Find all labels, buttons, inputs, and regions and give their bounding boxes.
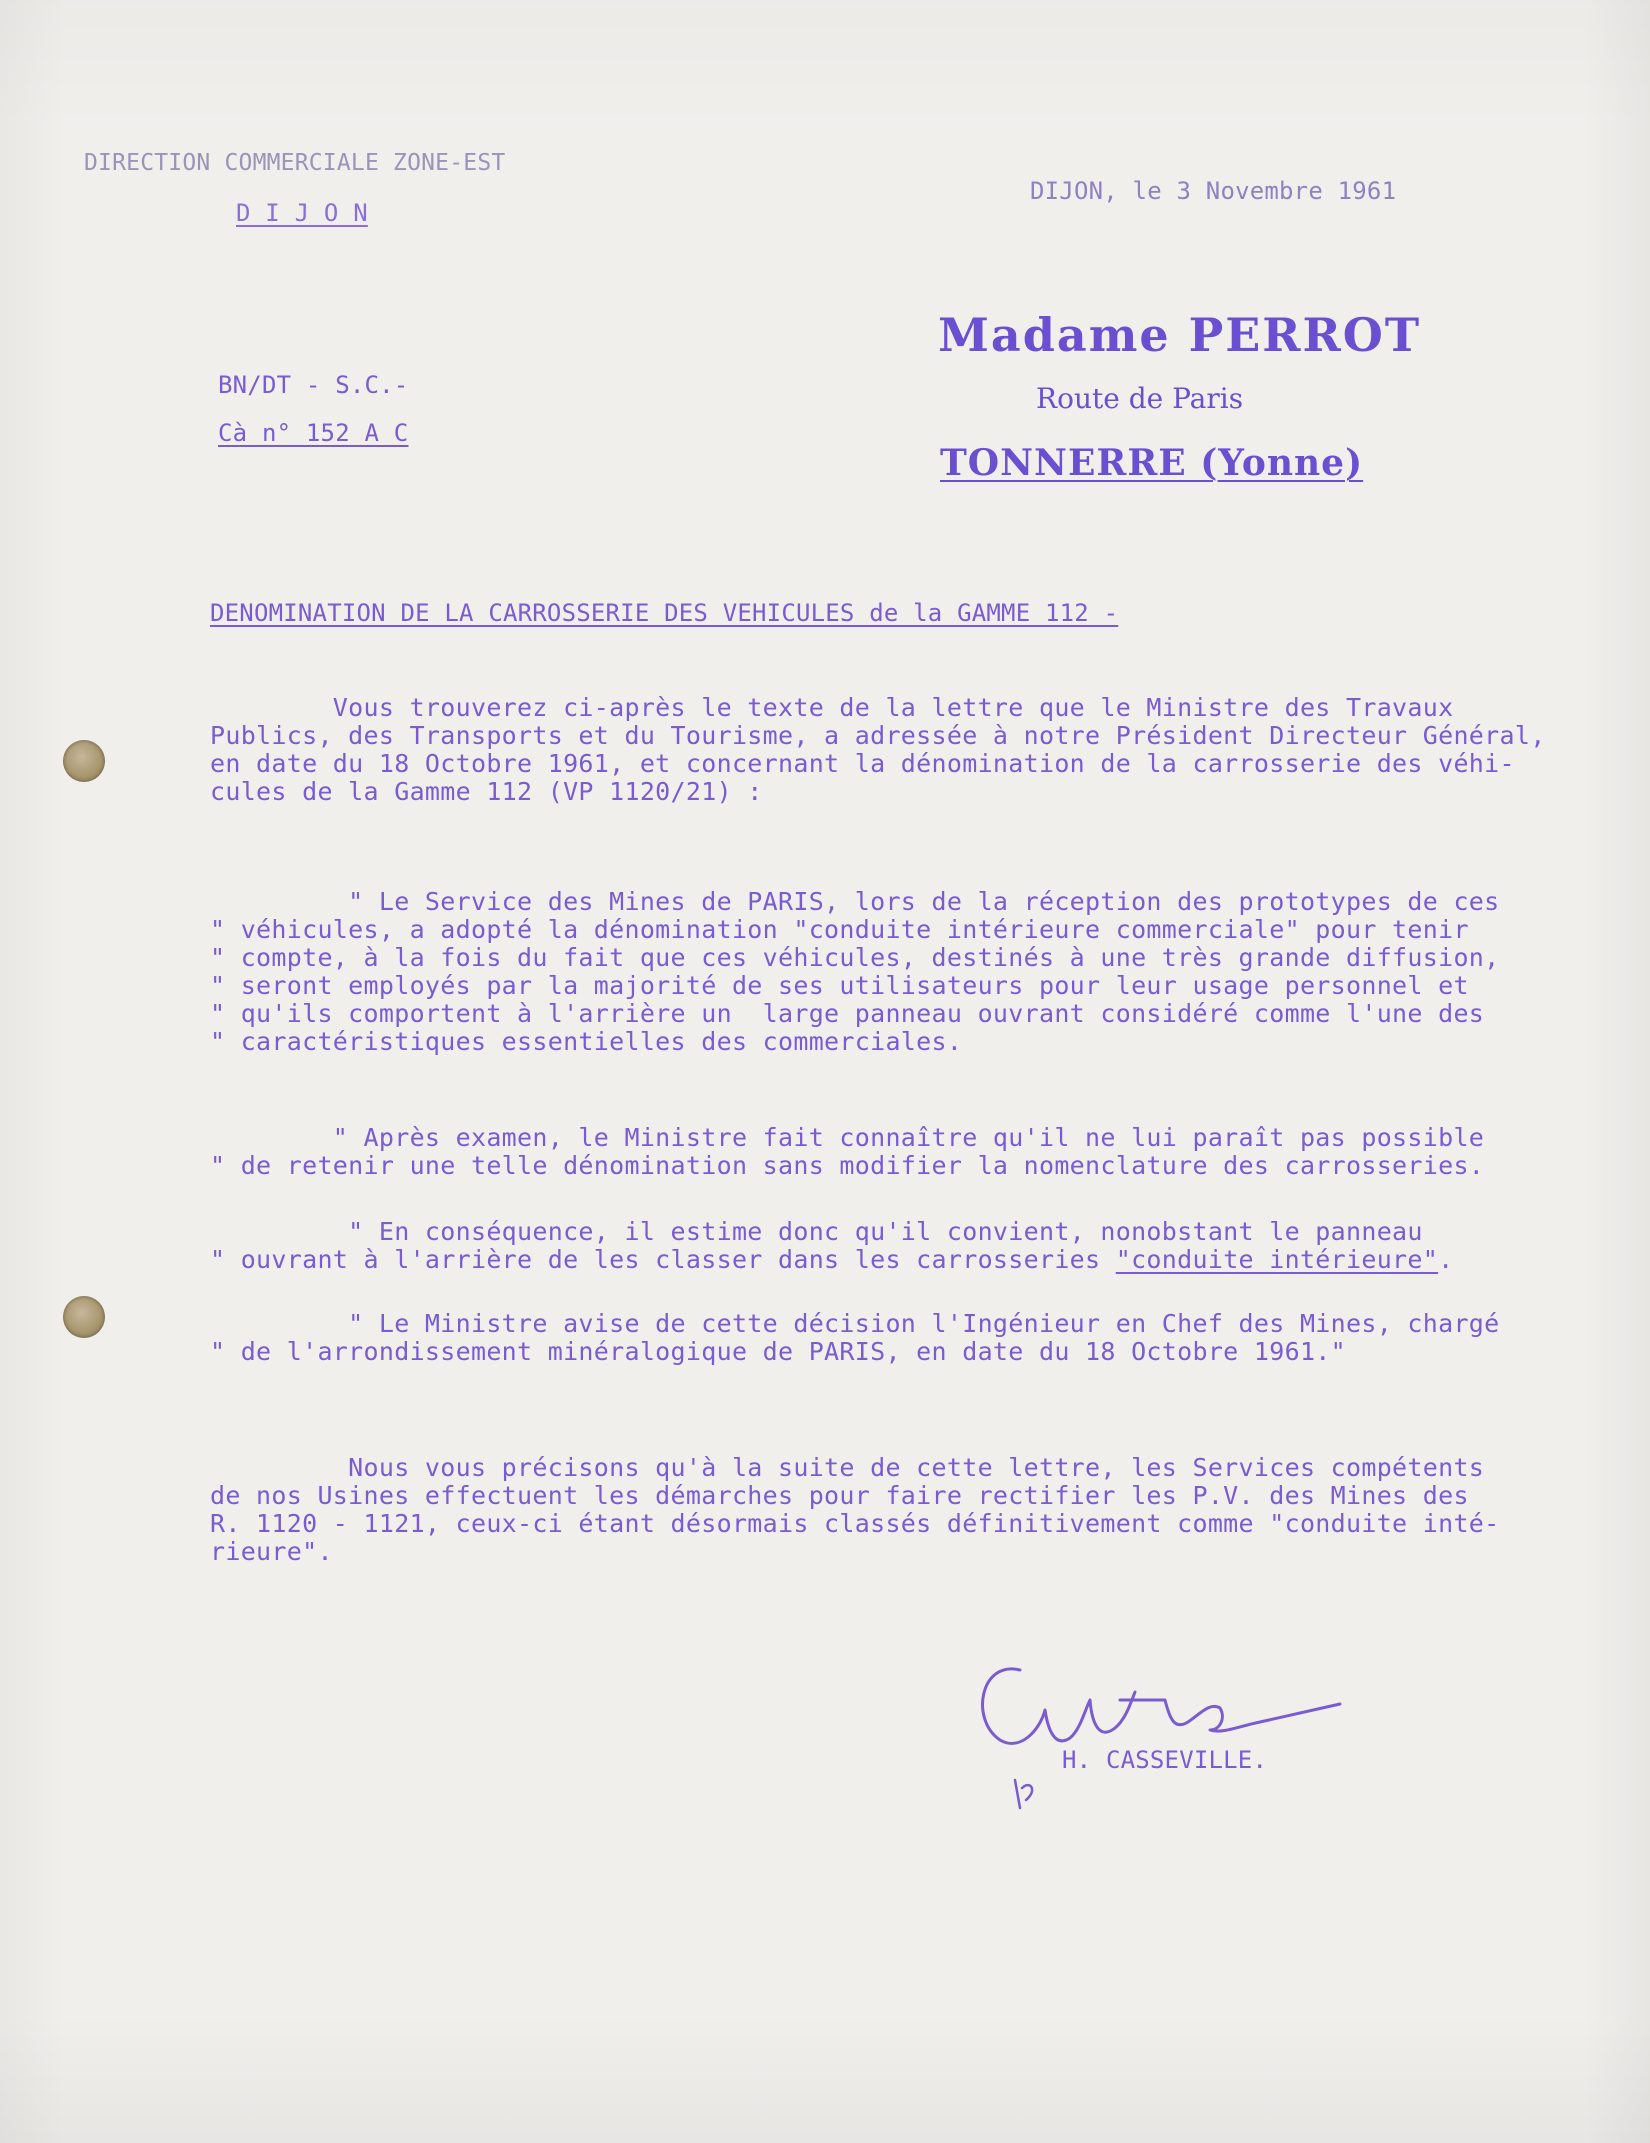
text-line: " qu'ils comportent à l'arrière un large panneau ouvrant considéré comme l'une des — [210, 999, 1485, 1028]
quote-paragraph-2 — [210, 1124, 1570, 1180]
text-line: " caractéristiques essentielles des commerciales. — [210, 1027, 963, 1056]
closing-paragraph — [210, 1454, 1570, 1566]
text-line: Vous trouverez ci-après le texte de la lettre que le Ministre des Travaux — [210, 693, 1454, 722]
signatory-name: H. CASSEVILLE. — [1062, 1746, 1268, 1774]
text-segment: " ouvrant à l'arrière de les classer dans les carrosseries — [210, 1245, 1116, 1274]
text-line: " de retenir une telle dénomination sans modifier la nomenclature des carrosseries. — [210, 1151, 1485, 1180]
underlined-term: "conduite intérieure" — [1115, 1245, 1439, 1274]
punch-hole-upper — [63, 740, 105, 782]
text-line: Nous vous précisons qu'à la suite de cette lettre, les Services compétents — [210, 1453, 1485, 1482]
handwritten-signature — [960, 1630, 1350, 1810]
sender-city: D I J O N — [236, 199, 368, 227]
quote-paragraph-3 — [210, 1218, 1570, 1274]
text-line: en date du 18 Octobre 1961, et concernant la dénomination de la carrosserie des véhi- — [210, 749, 1515, 778]
recipient-street: Route de Paris — [1036, 382, 1244, 415]
text-segment: . — [1438, 1245, 1454, 1274]
quote-paragraph-1 — [210, 888, 1570, 1056]
text-line: " véhicules, a adopté la dénomination "conduite intérieure commerciale" pour tenir — [210, 915, 1469, 944]
reference-initials: BN/DT - S.C.- — [218, 371, 409, 399]
punch-hole-lower — [63, 1296, 105, 1338]
text-line: " Le Service des Mines de PARIS, lors de la réception des prototypes de ces — [210, 887, 1500, 916]
recipient-city: TONNERRE (Yonne) — [940, 442, 1364, 484]
text-line: " Le Ministre avise de cette décision l'Ingénieur en Chef des Mines, chargé — [210, 1309, 1500, 1338]
text-line — [210, 1246, 1570, 1274]
text-line: " En conséquence, il estime donc qu'il convient, nonobstant le panneau — [210, 1217, 1423, 1246]
text-line: de nos Usines effectuent les démarches pour faire rectifier les P.V. des Mines des — [210, 1481, 1469, 1510]
text-line: " de l'arrondissement minéralogique de PARIS, en date du 18 Octobre 1961." — [210, 1337, 1346, 1366]
text-line: " Après examen, le Ministre fait connaître qu'il ne lui paraît pas possible — [210, 1123, 1485, 1152]
reference-number: Cà n° 152 A C — [218, 419, 409, 447]
text-line: Publics, des Transports et du Tourisme, a adressée à notre Président Directeur Général, — [210, 721, 1546, 750]
sender-department: DIRECTION COMMERCIALE ZONE-EST — [84, 150, 506, 176]
intro-paragraph — [210, 694, 1570, 806]
recipient-name: Madame PERROT — [938, 308, 1422, 362]
text-line: " seront employés par la majorité de ses utilisateurs pour leur usage personnel et — [210, 971, 1469, 1000]
letter-subject: DENOMINATION DE LA CARROSSERIE DES VEHICULES de la GAMME 112 - — [210, 599, 1119, 627]
text-line: cules de la Gamme 112 (VP 1120/21) : — [210, 777, 763, 806]
text-line: " compte, à la fois du fait que ces véhicules, destinés à une très grande diffusion, — [210, 943, 1500, 972]
letter-date: DIJON, le 3 Novembre 1961 — [1030, 177, 1397, 205]
text-line: R. 1120 - 1121, ceux-ci étant désormais classés définitivement comme "conduite inté- — [210, 1509, 1500, 1538]
text-line: rieure". — [210, 1537, 333, 1566]
quote-paragraph-4 — [210, 1310, 1570, 1366]
